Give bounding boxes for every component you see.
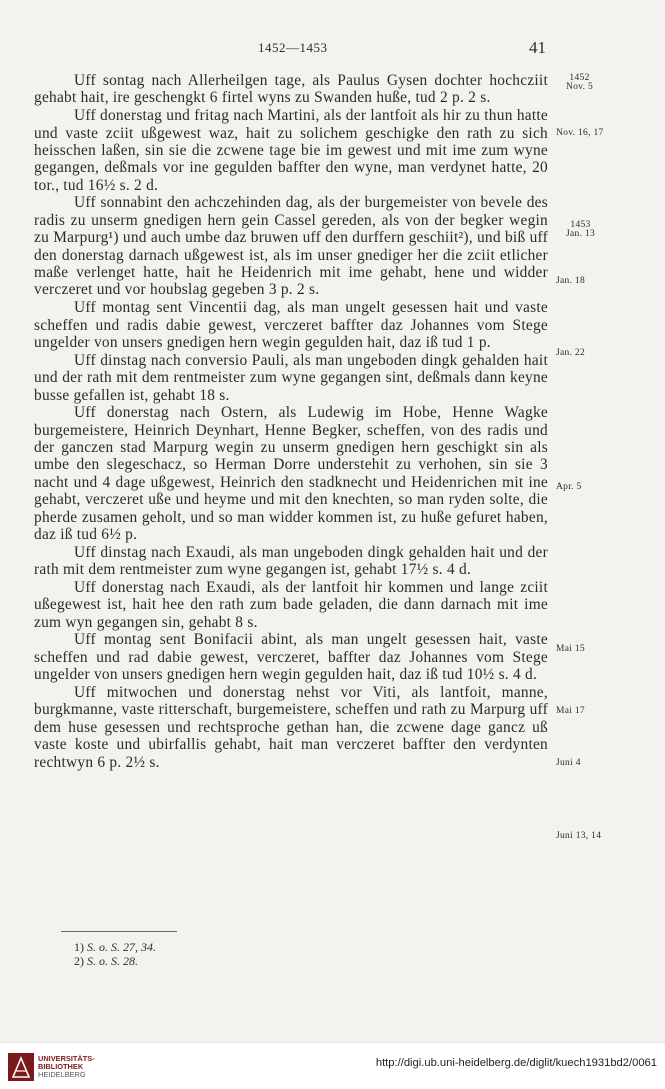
margin-note [556, 832, 601, 841]
paragraph: Uff donerstag nach Ostern, als Ludewig im Hobe, Henne Wagke burgemeistere, Heinrich Deynhart, Henne Begker, scheffen, von des radis und der ganczen stad Marpurg wegin zu unserm gnedigen hern geschigkt sin als umbe den slegeschacz, so Herman Dorre understehit zu verhohen, sin sie 3 nacht und 4 dage ußgewest, Heinrich den stadknecht und Heidenrichen mit ine gehabt, verczeret uße und heyme und mit den knechten, so man ryden solte, die pherde zusamen geholt, und so man widder kommen ist, zu huße gefuret haben, daz iß tud 6½ p. [34, 404, 548, 544]
running-head [0, 38, 665, 58]
margin-note [556, 277, 585, 286]
footnote-divider [61, 931, 177, 932]
margin-note [556, 759, 581, 768]
paragraph: Uff dinstag nach conversio Pauli, als man ungeboden dingk gehalden hait und der rath mit dem rentmeister zum wyne gegangen sint, deßmals dann keyne busse gefallen ist, gehabt 18 s. [34, 351, 548, 404]
footnote [74, 954, 156, 968]
library-logo-icon [8, 1053, 34, 1081]
logo-text-line: UNIVERSITÄTS- [38, 1054, 95, 1063]
logo-text-line: HEIDELBERG [38, 1070, 86, 1080]
margin-note-date: Nov. 16, 17 [556, 128, 604, 138]
margin-note-date: Jan. 13 [566, 229, 596, 239]
margin-note [566, 221, 595, 239]
footnote-number: 1) [74, 940, 84, 954]
margin-note-date: Jan. 18 [556, 276, 586, 286]
footnote-text: S. o. S. 28. [87, 954, 138, 968]
paragraph: Uff sontag nach Allerheilgen tage, als Paulus Gysen dochter hochcziit gehabt hait, ire geschengkt 6 firtel wyns zu Swanden huße, tud 2 p. 2 s. [34, 72, 548, 107]
paragraph: Uff donerstag nach Exaudi, als der lantfoit hir kommen und lange zciit ußegewest ist, hait hee den rath zum bade geladen, die dann darnach mit ime zum wyn gegangen sin, gehabt 8 s. [34, 578, 548, 631]
paragraph: Uff montag sent Vincentii dag, als man ungelt gesessen hait und vaste scheffen und radis dabie gewest, verczeret baffter daz Johannes vom Stege ungelder von unsers gnedigen hern wegin gegulden hait, daz iß tud 1 p. [34, 299, 548, 351]
margin-note-date: Mai 15 [556, 644, 585, 654]
main-text [34, 72, 548, 771]
margin-note-date: Juni 4 [556, 758, 581, 768]
margin-note-year: 1453 [570, 220, 591, 230]
margin-note-date: Apr. 5 [556, 482, 582, 492]
margin-note [556, 349, 585, 358]
paragraph: Uff montag sent Bonifacii abint, als man ungelt gesessen hait, vaste scheffen und rad dabie gewest, verczeret, baffter daz Johannes vom Stege ungelder von unsers gnedigen hern wegin gegulden hait, daz iß tud 10½ s. 4 d. [34, 631, 548, 684]
library-logo-text [38, 1055, 95, 1080]
margin-note-date: Mai 17 [556, 706, 585, 716]
footnote-number: 2) [74, 954, 84, 968]
margin-note [556, 129, 604, 138]
running-head-years: 1452—1453 [258, 40, 328, 55]
margin-note [556, 707, 585, 716]
footnote [74, 940, 156, 954]
margin-note [566, 74, 593, 92]
footnotes [74, 940, 156, 968]
footnote-text: S. o. S. 27, 34. [87, 940, 156, 954]
paragraph: Uff dinstag nach Exaudi, als man ungeboden dingk gehalden hait und der rath mit dem rentmeister zum wyne gegangen ist, gehabt 17½ s. 4 d. [34, 543, 548, 579]
paragraph: Uff sonnabint den achczehinden dag, als der burgemeister von bevele des radis zu unserm gnedigen hern gein Cassel gereden, als von der begker wegin zu Marpurg¹) und auch umbe daz bruwen uff den durffern geschiit²), und biß uff den donerstag darnach ußgewest ist, als im unser gnediger her die zciit etlicher maße verlenget hatte, hait he Heidenrich mit ime gehabt, hene und widder verczeret und vor houbslag gegeben 3 p. 2 s. [34, 194, 548, 299]
margin-note-date: Jan. 22 [556, 348, 586, 358]
footer-bar [0, 1042, 665, 1089]
margin-note [556, 483, 582, 492]
page-number: 41 [529, 38, 546, 57]
source-url-link[interactable]: http://digi.ub.uni-heidelberg.de/diglit/kuech1931bd2/0061 [375, 1057, 657, 1069]
margin-note-date: Juni 13, 14 [556, 831, 602, 841]
logo-text-line: BIBLIOTHEK [38, 1062, 84, 1072]
margin-note-year: 1452 [569, 73, 590, 83]
paragraph: Uff donerstag und fritag nach Martini, als der lantfoit als hir zu thun hatte und vaste zciit ußgewest waz, hait zu solichem geschigke den rath zu sich heisschen laßen, sin sie die zcwene tage bie im gewest und mit ime zum wyne gegangen, deßmals vor ine gegulden baffter den wyne, man verdynet hatte, 20 tor., tud 16½ s. 2 d. [34, 107, 548, 194]
paragraph: Uff mitwochen und donerstag nehst vor Viti, als lantfoit, manne, burgkmanne, vaste ritterschaft, burgemeistere, scheffen und rath zu Marpurg uff dem huse gesessen und rechtsproche gethan han, die zcwene dage gancz uß vaste koste und ubirfallis gehabt, hait man verczeret baffter den verdynten rechtwyn 6 p. 2½ s. [34, 683, 548, 771]
margin-note [556, 645, 585, 654]
margin-note-date: Nov. 5 [566, 82, 594, 92]
